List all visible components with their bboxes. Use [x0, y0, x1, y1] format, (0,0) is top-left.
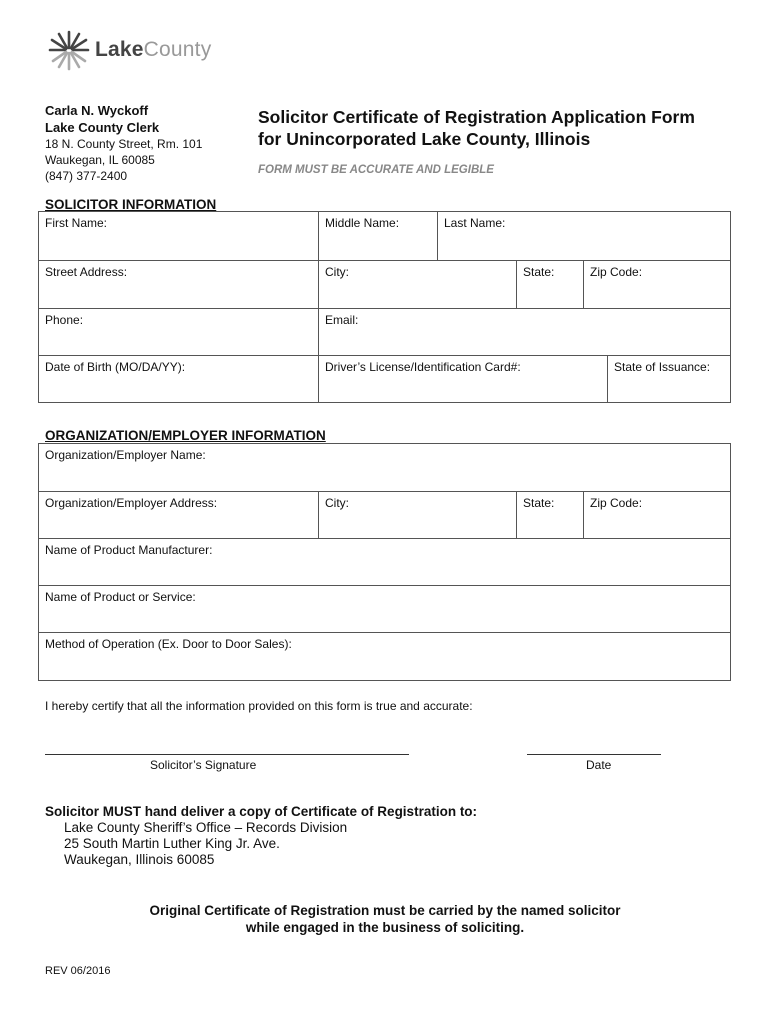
first-name-field[interactable]	[39, 212, 318, 260]
delivery-address-line1: Lake County Sheriff’s Office – Records Division	[64, 820, 348, 835]
clerk-contact-block	[45, 102, 202, 184]
certification-statement: I hereby certify that all the information provided on this form is true and accurate:	[45, 699, 473, 713]
org-address-field[interactable]	[39, 492, 318, 538]
phone-label: Phone:	[45, 313, 84, 327]
clerk-city: Waukegan, IL 60085	[45, 153, 155, 167]
org-city-label: City:	[325, 496, 349, 510]
email-label: Email:	[325, 313, 359, 327]
product-row	[39, 585, 730, 632]
lake-county-starburst-icon	[47, 28, 91, 72]
product-manufacturer-label: Name of Product Manufacturer:	[45, 543, 213, 557]
solicitor-address-row	[39, 260, 730, 308]
carry-certificate-notice	[0, 902, 770, 936]
method-of-operation-label: Method of Operation (Ex. Door to Door Sales):	[45, 637, 292, 651]
solicitor-info-form	[38, 211, 731, 403]
solicitor-name-row	[39, 212, 730, 260]
first-name-label: First Name:	[45, 216, 108, 230]
org-address-label: Organization/Employer Address:	[45, 496, 218, 510]
phone-field[interactable]	[39, 309, 318, 355]
org-name-label: Organization/Employer Name:	[45, 448, 206, 462]
method-row	[39, 632, 730, 679]
org-zip-code-label: Zip Code:	[590, 496, 643, 510]
product-service-label: Name of Product or Service:	[45, 590, 196, 604]
org-city-field[interactable]	[318, 492, 516, 538]
state-label: State:	[523, 265, 555, 279]
revision-label: REV 06/2016	[45, 965, 111, 977]
manufacturer-row	[39, 538, 730, 585]
logo-text-county: County	[143, 38, 212, 61]
date-line[interactable]	[527, 754, 661, 755]
license-number-field[interactable]	[318, 356, 607, 402]
city-field[interactable]	[318, 261, 516, 308]
clerk-role: Lake County Clerk	[45, 120, 160, 135]
last-name-label: Last Name:	[444, 216, 506, 230]
organization-section-heading: ORGANIZATION/EMPLOYER INFORMATION	[45, 428, 326, 443]
delivery-address-line2: 25 South Martin Luther King Jr. Ave.	[64, 836, 280, 851]
state-field[interactable]	[516, 261, 583, 308]
org-zip-code-field[interactable]	[583, 492, 730, 538]
last-name-field[interactable]	[437, 212, 730, 260]
product-manufacturer-field[interactable]	[39, 539, 730, 585]
product-service-field[interactable]	[39, 586, 730, 632]
date-of-birth-field[interactable]	[39, 356, 318, 402]
form-title-line2: for Unincorporated Lake County, Illinois	[258, 129, 591, 149]
city-label: City:	[325, 265, 349, 279]
notice-line1: Original Certificate of Registration must be carried by the named solicitor	[149, 903, 621, 918]
email-field[interactable]	[318, 309, 730, 355]
method-of-operation-field[interactable]	[39, 633, 730, 679]
state-of-issuance-field[interactable]	[607, 356, 730, 402]
middle-name-field[interactable]	[318, 212, 437, 260]
middle-name-label: Middle Name:	[325, 216, 400, 230]
zip-code-label: Zip Code:	[590, 265, 643, 279]
clerk-name: Carla N. Wyckoff	[45, 103, 149, 118]
org-state-field[interactable]	[516, 492, 583, 538]
logo-wordmark	[95, 38, 211, 62]
org-state-label: State:	[523, 496, 555, 510]
organization-info-form	[38, 443, 731, 681]
org-name-row	[39, 444, 730, 491]
license-number-label: Driver’s License/Identification Card#:	[325, 360, 521, 374]
solicitor-contact-row	[39, 308, 730, 355]
form-title	[258, 106, 695, 150]
street-address-field[interactable]	[39, 261, 318, 308]
notice-line2: while engaged in the business of soliciting.	[245, 920, 525, 935]
delivery-heading: Solicitor MUST hand deliver a copy of Certificate of Registration to:	[45, 804, 478, 819]
signature-label: Solicitor’s Signature	[150, 758, 257, 772]
state-of-issuance-label: State of Issuance:	[614, 360, 711, 374]
org-address-row	[39, 491, 730, 538]
lake-county-logo	[47, 28, 211, 72]
delivery-address-line3: Waukegan, Illinois 60085	[64, 852, 215, 867]
date-label: Date	[586, 758, 612, 772]
zip-code-field[interactable]	[583, 261, 730, 308]
org-name-field[interactable]	[39, 444, 730, 491]
logo-text-lake: Lake	[95, 38, 144, 61]
signature-line[interactable]	[45, 754, 409, 755]
date-of-birth-label: Date of Birth (MO/DA/YY):	[45, 360, 186, 374]
street-address-label: Street Address:	[45, 265, 128, 279]
delivery-instructions	[45, 804, 477, 868]
form-subtitle: FORM MUST BE ACCURATE AND LEGIBLE	[258, 164, 494, 176]
solicitor-id-row	[39, 355, 730, 402]
clerk-street: 18 N. County Street, Rm. 101	[45, 137, 203, 151]
clerk-phone: (847) 377-2400	[45, 169, 128, 183]
solicitor-section-heading: SOLICITOR INFORMATION	[45, 197, 217, 212]
form-title-line1: Solicitor Certificate of Registration Application Form	[258, 107, 695, 127]
